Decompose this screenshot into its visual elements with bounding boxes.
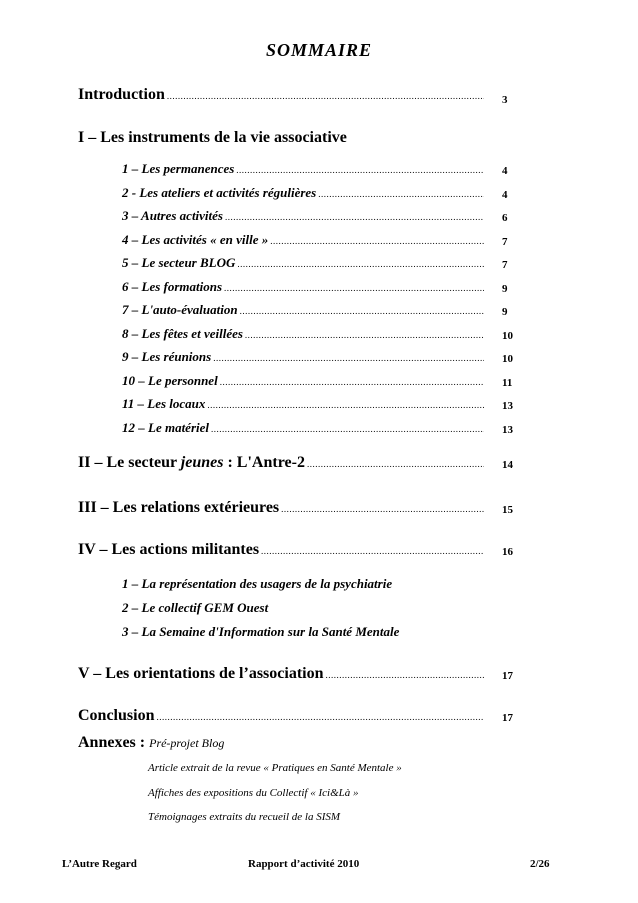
toc-page-number: 13 (502, 400, 513, 412)
toc-label: 6 – Les formations (122, 278, 223, 294)
leader-dots (220, 377, 484, 387)
leader-dots (211, 424, 484, 434)
annex-item[interactable]: Affiches des expositions du Collectif « Ici&Là » (148, 787, 359, 799)
annex-item[interactable]: Article extrait de la revue « Pratiques en Santé Mentale » (148, 762, 402, 774)
toc-section-3[interactable] (78, 499, 484, 517)
toc-label: 3 – Autres activités (122, 208, 223, 223)
leader-dots (325, 670, 484, 680)
toc-subitem[interactable]: 3 – La Semaine d'Information sur la Santé Mentale (122, 624, 400, 639)
toc-conclusion[interactable] (78, 707, 484, 725)
toc-label: Conclusion (78, 707, 155, 724)
toc-section-1[interactable]: I – Les instruments de la vie associative (78, 129, 347, 146)
leader-dots (213, 353, 484, 363)
toc-page-number: 7 (502, 259, 508, 271)
annex-item[interactable]: Témoignages extraits du recueil de la SISM (148, 811, 341, 823)
annexes-label: Annexes : (78, 734, 146, 751)
toc-subitem[interactable] (122, 232, 484, 248)
footer-page: 2/26 (530, 858, 550, 870)
toc-page-number: 3 (502, 94, 508, 106)
toc-page-number: 6 (502, 212, 508, 224)
toc-label: 10 – Le personnel (122, 372, 218, 388)
toc-section-4[interactable] (78, 541, 484, 559)
toc-subitem[interactable] (122, 255, 484, 271)
toc-page-number: 17 (502, 670, 513, 682)
leader-dots (240, 306, 484, 316)
toc-subitem[interactable] (122, 326, 484, 342)
toc-label: 5 – Le secteur BLOG (122, 255, 236, 270)
toc-label: 12 – Le matériel (122, 419, 210, 435)
toc-page-number: 17 (502, 712, 513, 724)
leader-dots (245, 330, 484, 340)
toc-label: V – Les orientations de l’association (78, 665, 324, 682)
toc-page-number: 11 (502, 376, 513, 389)
toc-subitem[interactable] (122, 396, 484, 412)
toc-label: IV – Les actions militantes (78, 541, 260, 558)
toc-page-number: 13 (502, 423, 513, 436)
leader-dots (281, 504, 484, 514)
leader-dots (156, 712, 484, 722)
toc-page-number: 4 (502, 165, 508, 177)
toc-page-number: 10 (502, 329, 513, 342)
toc-label: III – Les relations extérieures (78, 499, 280, 516)
toc-label: Introduction (78, 86, 165, 103)
toc-label: 8 – Les fêtes et veillées (122, 325, 243, 341)
toc-label: 2 - Les ateliers et activités régulières (122, 184, 317, 200)
toc-subitem[interactable] (122, 302, 484, 318)
toc-subitem[interactable] (122, 208, 484, 224)
toc-annexes (78, 734, 224, 752)
toc-subitem[interactable] (122, 161, 484, 177)
toc-label: 7 – L'auto-évaluation (122, 302, 238, 317)
toc-subitem[interactable] (122, 420, 484, 436)
toc-page-number: 16 (502, 546, 513, 558)
leader-dots (225, 212, 484, 222)
toc-subitem[interactable]: 2 – Le collectif GEM Ouest (122, 600, 269, 615)
annex-item[interactable]: Pré-projet Blog (149, 736, 225, 750)
toc-section-5[interactable] (78, 665, 484, 683)
footer-center: Rapport d’activité 2010 (248, 858, 360, 870)
leader-dots (318, 189, 484, 199)
leader-dots (236, 165, 484, 175)
toc-page-number: 9 (502, 282, 508, 295)
leader-dots (307, 459, 484, 469)
leader-dots (270, 236, 484, 246)
toc-label: 4 – Les activités « en ville » (122, 231, 269, 247)
leader-dots (237, 259, 484, 269)
toc-page-number: 15 (502, 504, 513, 516)
toc-label: 1 – Les permanences (122, 161, 235, 176)
toc-page-number: 9 (502, 306, 508, 318)
toc-label: 9 – Les réunions (122, 349, 212, 364)
toc-subitem[interactable]: 1 – La représentation des usagers de la psychiatrie (122, 576, 393, 591)
toc-page-number: 4 (502, 188, 508, 201)
toc-subitem[interactable] (122, 373, 484, 389)
toc-page-number: 7 (502, 235, 508, 248)
leader-dots (261, 546, 484, 556)
toc-page-number: 14 (502, 459, 513, 471)
leader-dots (207, 400, 484, 410)
toc-introduction[interactable] (78, 86, 484, 104)
toc-page-number: 10 (502, 353, 513, 365)
toc-subitem[interactable] (122, 279, 484, 295)
toc-subitem[interactable] (122, 349, 484, 365)
toc-section-2[interactable] (78, 454, 484, 472)
page-title: SOMMAIRE (265, 40, 373, 60)
toc-subitem[interactable] (122, 185, 484, 201)
leader-dots (167, 91, 484, 101)
toc-label: II – Le secteur jeunes : L'Antre-2 (78, 454, 305, 471)
footer-left: L’Autre Regard (62, 858, 137, 870)
leader-dots (224, 283, 484, 293)
toc-label: 11 – Les locaux (122, 396, 206, 411)
